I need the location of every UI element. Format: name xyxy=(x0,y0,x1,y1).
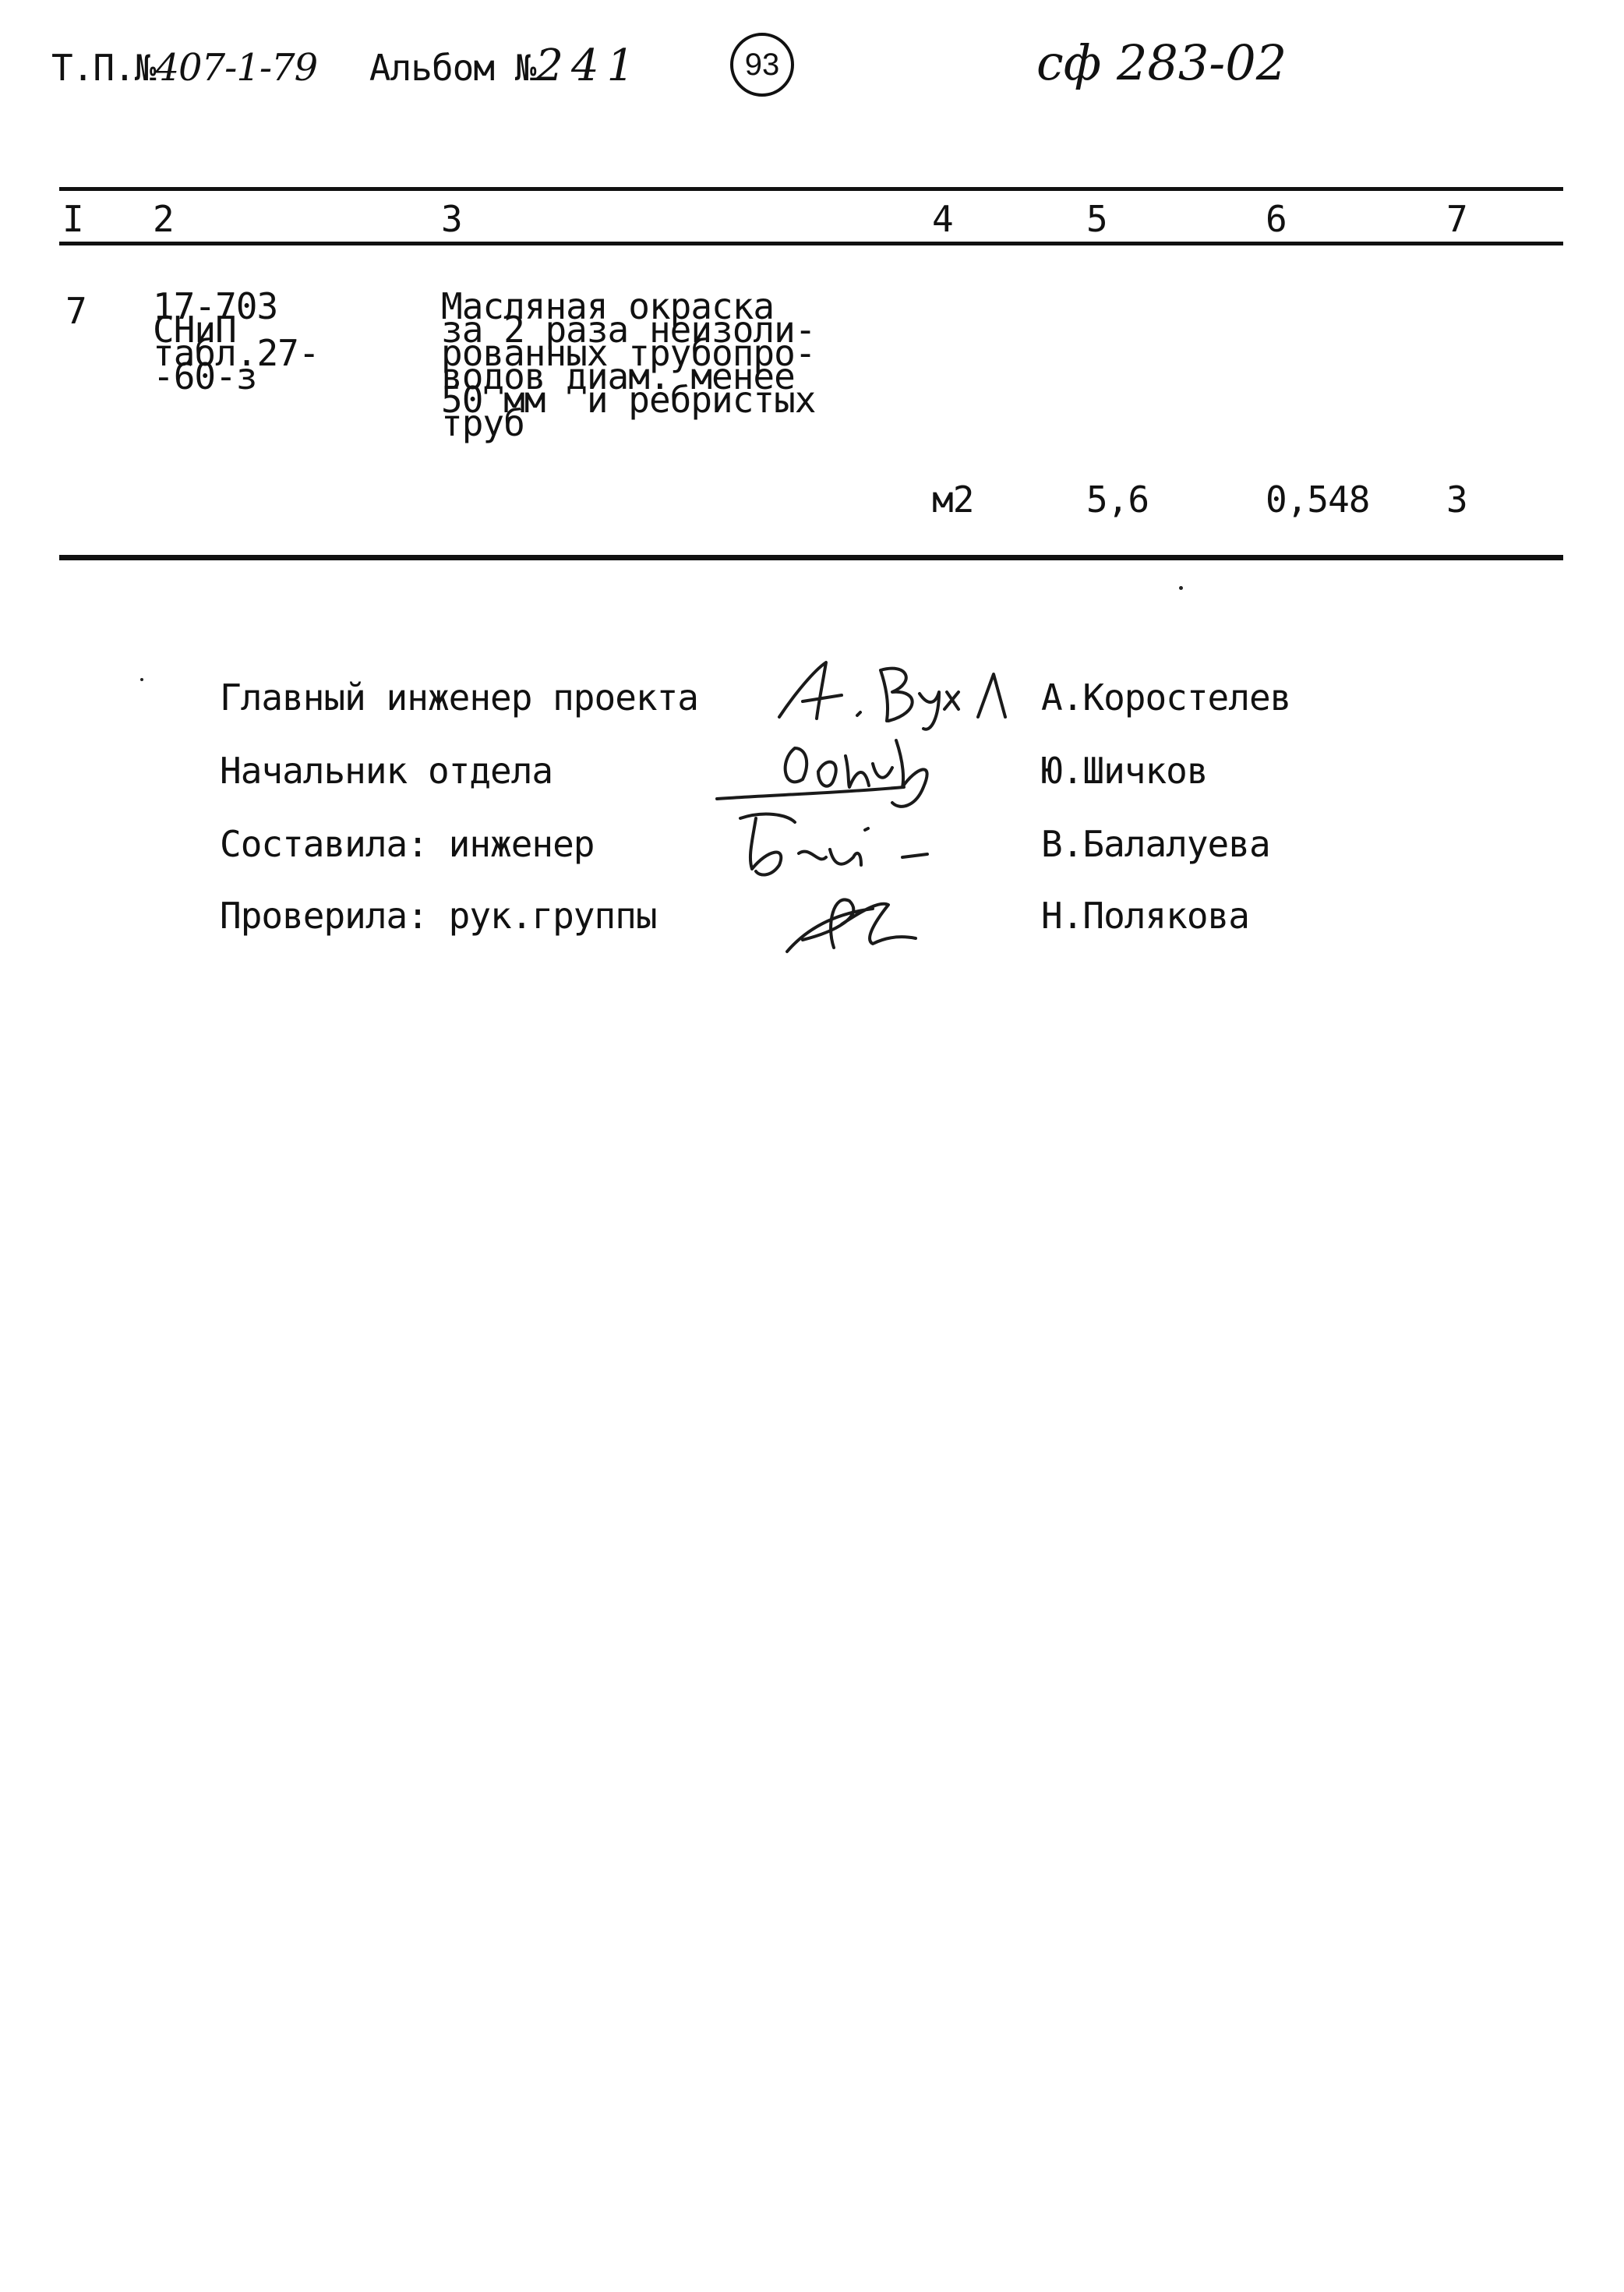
page-number-stamp xyxy=(730,33,794,97)
signature-role: Начальник отдела xyxy=(220,750,553,792)
row-reference: 17-703 СНиП табл.27- -60-з xyxy=(153,285,320,397)
table-top-rule xyxy=(59,187,1563,191)
document-code: сф 283-02 xyxy=(1036,34,1287,91)
signature-drawing-group-lead xyxy=(779,878,951,963)
row-number: 7 xyxy=(65,290,86,332)
column-header: 3 xyxy=(441,198,462,240)
column-header: 2 xyxy=(153,198,174,240)
column-header: 7 xyxy=(1446,198,1467,240)
tp-number: 407-1-79 xyxy=(155,46,318,90)
album-number: 241 xyxy=(535,41,643,91)
signature-drawing-chief-engineer xyxy=(771,647,1036,733)
column-header: 4 xyxy=(932,198,953,240)
header-line xyxy=(51,41,642,91)
page-number: 93 xyxy=(744,48,780,82)
signature-drawing-engineer xyxy=(725,803,1005,888)
column-header: 5 xyxy=(1086,198,1107,240)
signature-role: Главный инженер проекта xyxy=(220,676,698,719)
signature-name: А.Коростелев xyxy=(1041,676,1291,719)
column-header: I xyxy=(62,198,83,240)
signature-role: Составила: инженер xyxy=(220,823,595,865)
column-header: 6 xyxy=(1266,198,1287,240)
scan-speck xyxy=(140,678,143,681)
row-value: 0,548 xyxy=(1266,479,1370,521)
table-header-rule xyxy=(59,242,1563,245)
signature-name: В.Балалуева xyxy=(1041,823,1270,865)
row-quantity: 5,6 xyxy=(1086,479,1149,521)
scan-speck xyxy=(1179,586,1183,590)
signature-name: Н.Полякова xyxy=(1041,895,1249,937)
table-bottom-rule xyxy=(59,555,1563,560)
row-description: Масляная окраска за 2 раза неизоли- рованных трубопро- водов диам. менее 50 мм и ребристых труб xyxy=(441,285,816,444)
row-total: 3 xyxy=(1446,479,1467,521)
album-label: Альбом № xyxy=(369,47,536,89)
signature-name: Ю.Шичков xyxy=(1041,750,1208,792)
tp-prefix: Т.П.№ xyxy=(51,47,156,89)
signature-role: Проверила: рук.группы xyxy=(220,895,657,937)
row-unit: м2 xyxy=(932,479,974,521)
